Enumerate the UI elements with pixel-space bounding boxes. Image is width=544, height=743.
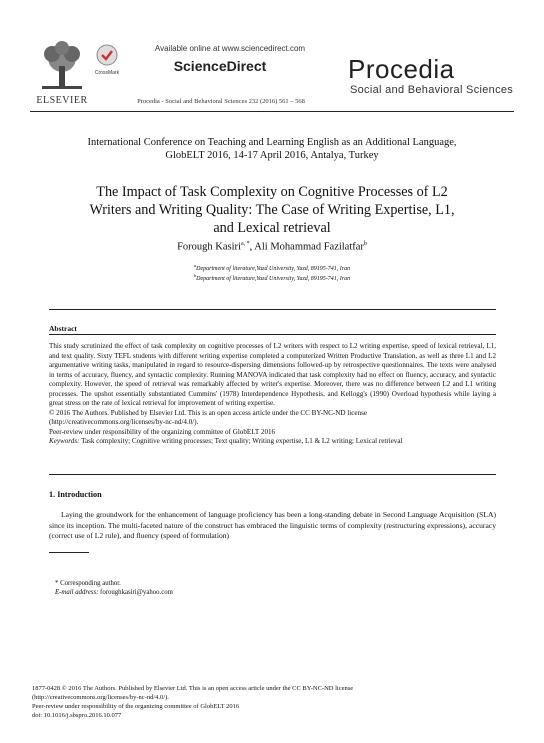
author-2: , Ali Mohammad Fazilatfar bbox=[249, 241, 364, 253]
footer-line3: Peer-review under responsibility of the organizing committee of GlobELT 2016 bbox=[32, 703, 240, 710]
journal-reference: Procedia - Social and Behavioral Sciences 232 (2016) 561 – 568 bbox=[137, 98, 305, 105]
page-footer bbox=[32, 684, 512, 720]
keywords-label: Keywords: bbox=[49, 437, 80, 445]
author-1-sup: a, * bbox=[240, 241, 250, 247]
email-address[interactable]: foroughkasiri@yahoo.com bbox=[98, 589, 173, 596]
procedia-subtitle: Social and Behavioral Sciences bbox=[350, 84, 514, 96]
crossmark-label: CrossMark bbox=[94, 70, 120, 76]
author-2-sup: b bbox=[363, 241, 367, 247]
elsevier-tree-logo bbox=[32, 40, 92, 94]
abstract-bottom-rule bbox=[49, 474, 496, 475]
footer-line1: 1877-0428 © 2016 The Authors. Published by Elsevier Ltd. This is an open access article under the CC BY-NC-ND license bbox=[32, 685, 354, 692]
corresponding-author-footnote bbox=[55, 579, 173, 597]
abstract-heading: Abstract bbox=[49, 324, 77, 333]
affiliation-b bbox=[30, 273, 514, 282]
conference-line1: International Conference on Teaching and Learning English as an Additional Language, bbox=[87, 137, 457, 148]
conference-info bbox=[30, 136, 514, 162]
license-link[interactable]: (http://creativecommons.org/licenses/by-nc-nd/4.0/). bbox=[49, 418, 199, 426]
affiliation-a-sup: a bbox=[193, 263, 197, 268]
affiliation-a bbox=[30, 263, 514, 272]
abstract-heading-rule bbox=[49, 334, 496, 335]
procedia-title: Procedia bbox=[348, 54, 455, 84]
available-online-text[interactable]: Available online at www.sciencedirect.com bbox=[154, 44, 306, 53]
header-divider bbox=[30, 111, 514, 112]
footnote-rule bbox=[49, 552, 89, 553]
email-label: E-mail address: bbox=[55, 589, 99, 596]
title-line2: Writers and Writing Quality: The Case of Writing Expertise, L1, bbox=[89, 202, 455, 218]
corresponding-label: * Corresponding author. bbox=[55, 580, 121, 587]
abstract-text: This study scrutinized the effect of task complexity on cognitive processes of L2 writers with respect to L2 writing expertise, speed of lexical retrieval, L1, and text quality. Sixty TEFL students with different writing expertise completed a computerized Written Productive Translation, as well as three L1 and L2 argumentative writing tasks, manipulated in regard to resource-dispersing dimensions followed-up by retrospective questionnaires. The texts were analysed in terms of accuracy, fluency, and syntactic complexity. Running MANOVA indicated that task complexity had no effect on fluency, accuracy, and syntactic complexity. However, the speed of retrieval was remarkably affected by writer's expertise. Moreover, there was no difference between L2 and L1 writing processes. The upshot essentially substantiated Cummins' (1978) Interdependence Hypothesis, and Kellogg's (1990) Overload hypothesis while laying a great stress on the rate of lexical retrieval for improvement of writing expertise. bbox=[49, 342, 496, 407]
keywords bbox=[49, 437, 496, 447]
abstract-body bbox=[49, 342, 496, 447]
elsevier-wordmark: ELSEVIER bbox=[36, 95, 88, 106]
paper-title bbox=[40, 183, 504, 237]
copyright-text: © 2016 The Authors. Published by Elsevier Ltd. This is an open access article under the CC BY-NC-ND license bbox=[49, 408, 367, 417]
title-line3: and Lexical retrieval bbox=[213, 220, 331, 236]
sciencedirect-logo: ScienceDirect bbox=[173, 58, 267, 74]
title-line1: The Impact of Task Complexity on Cognitive Processes of L2 bbox=[96, 184, 448, 200]
peer-review-text: Peer-review under responsibility of the organizing committee of GlobELT 2016 bbox=[49, 427, 276, 436]
footer-doi[interactable]: doi: 10.1016/j.sbspro.2016.10.077 bbox=[32, 712, 122, 719]
email-line bbox=[55, 588, 173, 597]
abstract-top-rule bbox=[49, 309, 496, 310]
author-list bbox=[30, 241, 514, 253]
introduction-paragraph: Laying the groundwork for the enhancement of language proficiency has been a long-standing debate in Second Language Acquisition (SLA) since its inception. The multi-faceted nature of the construct has embraced the linguistic terms of complexity (restructuring expressions), accuracy (correct use of L2 rule), and fluency (speed of formulation) bbox=[49, 510, 496, 540]
affiliation-b-text: Department of literature,Yazd University, Yazd, 89195-741, Iran bbox=[196, 276, 351, 282]
footer-line2[interactable]: (http://creativecommons.org/licenses/by-nc-nd/4.0/). bbox=[32, 694, 169, 701]
author-1: Forough Kasiri bbox=[177, 241, 241, 253]
crossmark-icon[interactable] bbox=[96, 44, 118, 66]
section-heading-introduction: 1. Introduction bbox=[49, 490, 102, 499]
conference-line2: GlobELT 2016, 14-17 April 2016, Antalya, Turkey bbox=[165, 150, 379, 161]
affiliation-a-text: Department of literature,Yazd University, Yazd, 89195-741, Iran bbox=[196, 266, 351, 272]
affiliation-b-sup: b bbox=[193, 273, 197, 278]
keywords-text: Task complexity; Cognitive writing processes; Text quality; Writing expertise, L1 & L2 writing; Lexical retrieval bbox=[79, 437, 403, 445]
